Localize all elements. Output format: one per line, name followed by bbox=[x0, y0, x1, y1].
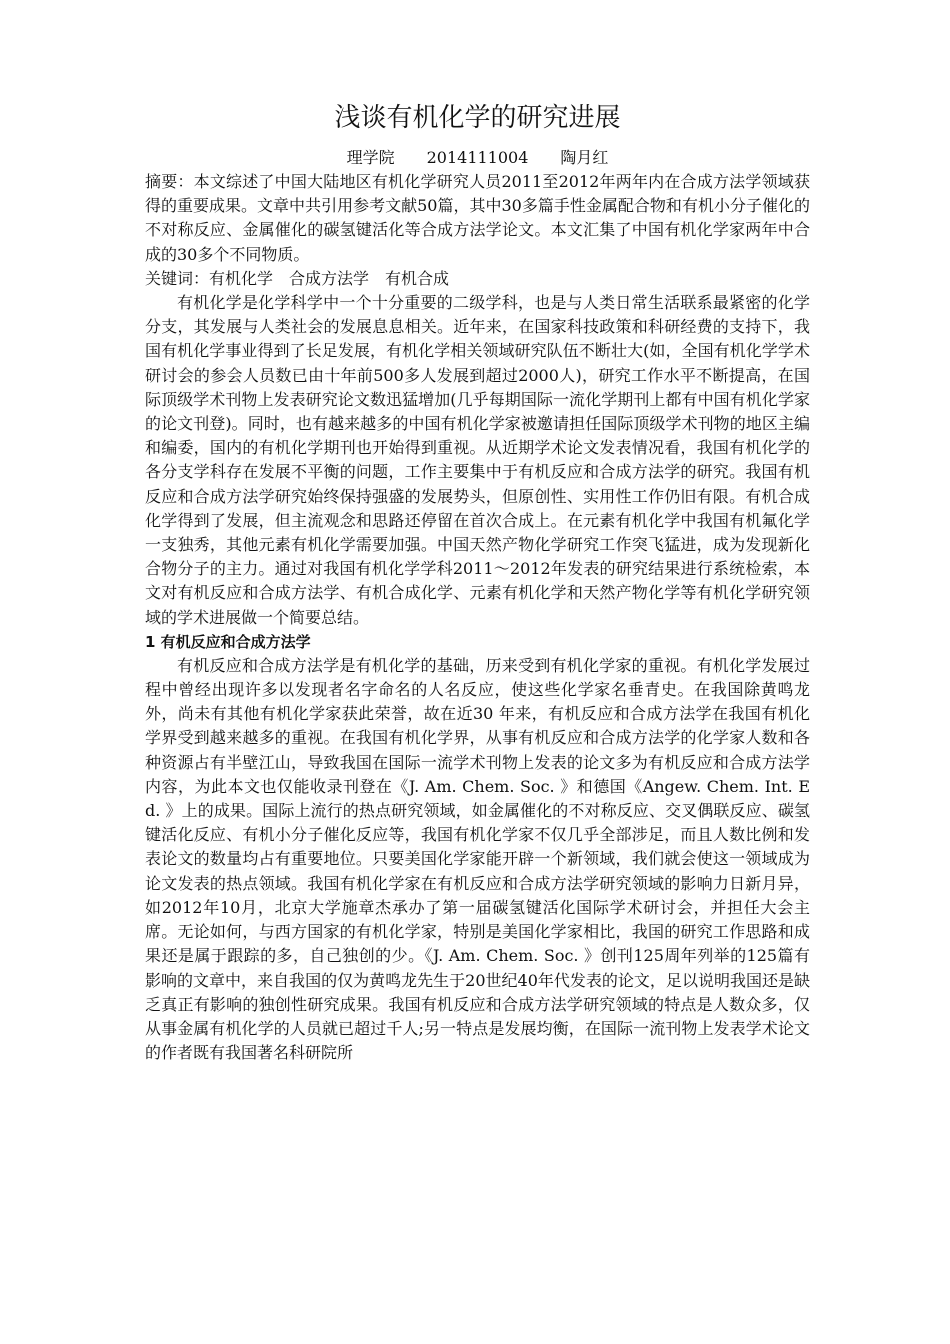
keywords-line: 关键词：有机化学 合成方法学 有机合成 bbox=[145, 268, 450, 288]
document-title: 浅谈有机化学的研究进展 bbox=[334, 103, 621, 133]
document-body bbox=[145, 96, 810, 1065]
abstract-paragraph: 摘要：本文综述了中国大陆地区有机化学研究人员2011至2012年两年内在合成方法学领域获得的重要成果。文章中共引用参考文献50篇，其中30多篇手性金属配合物和有机小分子催化的不对称反应、金属催化的碳氢键活化等合成方法学论文。本文汇集了中国有机化学家两年中合成的30多个不同物质。 bbox=[145, 172, 810, 264]
intro-paragraph: 有机化学是化学科学中一个十分重要的二级学科，也是与人类日常生活联系最紧密的化学分支，其发展与人类社会的发展息息相关。近年来，在国家科技政策和科研经费的支持下，我国有机化学事业得到了长足发展，有机化学相关领域研究队伍不断壮大(如，全国有机化学学术研讨会的参会人员数已由十年前500多人发展到超过2000人)，研究工作水平不断提高，在国际顶级学术刊物上发表研究论文数迅猛增加(几乎每期国际一流化学期刊上都有中国有机化学家的论文刊登)。同时，也有越来越多的中国有机化学家被邀请担任国际顶级学术刊物的地区主编和编委，国内的有机化学期刊也开始得到重视。从近期学术论文发表情况看，我国有机化学的各分支学科存在发展不平衡的问题，工作主要集中于有机反应和合成方法学的研究。我国有机反应和合成方法学研究始终保持强盛的发展势头，但原创性、实用性工作仍旧有限。有机合成化学得到了发展，但主流观念和思路还停留在首次合成上。在元素有机化学中我国有机氟化学一支独秀，其他元素有机化学需要加强。中国天然产物化学研究工作突飞猛进，成为发现新化合物分子的主力。通过对我国有机化学学科2011～2012年发表的研究结果进行系统检索，本文对有机反应和合成方法学、有机合成化学、元素有机化学和天然产物化学等有机化学研究领域的学术进展做一个简要总结。 bbox=[145, 293, 810, 627]
section-1-heading: 1 有机反应和合成方法学 bbox=[145, 632, 311, 651]
author-byline: 理学院 2014111004 陶月红 bbox=[346, 148, 609, 167]
section-1-paragraph: 有机反应和合成方法学是有机化学的基础，历来受到有机化学家的重视。有机化学发展过程中曾经出现许多以发现者名字命名的人名反应，使这些化学家名垂青史。在我国除黄鸣龙外，尚未有其他有机化学家获此荣誉，故在近30 年来，有机反应和合成方法学在我国有机化学界受到越来越多的重视。在我国有机化学界，从事有机反应和合成方法学的化学家人数和各种资源占有半壁江山，导致我国在国际一流学术刊物上发表的论文多为有机反应和合成方法学内容，为此本文也仅能收录刊登在《J. Am. Chem. Soc. 》和德国《Angew. Chem. Int. Ed. 》上的成果。国际上流行的热点研究领域，如金属催化的不对称反应、交叉偶联反应、碳氢键活化反应、有机小分子催化反应等，我国有机化学家不仅几乎全部涉足，而且人数比例和发表论文的数量均占有重要地位。只要美国化学家能开辟一个新领域，我们就会使这一领域成为论文发表的热点领域。我国有机化学家在有机反应和合成方法学研究领域的影响力日新月异，如2012年10月，北京大学施章杰承办了第一届碳氢键活化国际学术研讨会，并担任大会主席。无论如何，与西方国家的有机化学家，特别是美国化学家相比，我国的研究工作思路和成果还是属于跟踪的多，自己独创的少。《J. Am. Chem. Soc. 》创刊125周年列举的125篇有影响的文章中，来自我国的仅为黄鸣龙先生于20世纪40年代发表的论文，足以说明我国还是缺乏真正有影响的独创性研究成果。我国有机反应和合成方法学研究领域的特点是人数众多，仅从事金属有机化学的人员就已超过千人;另一特点是发展均衡，在国际一流刊物上发表学术论文的作者既有我国著名科研院所 bbox=[145, 655, 810, 1063]
